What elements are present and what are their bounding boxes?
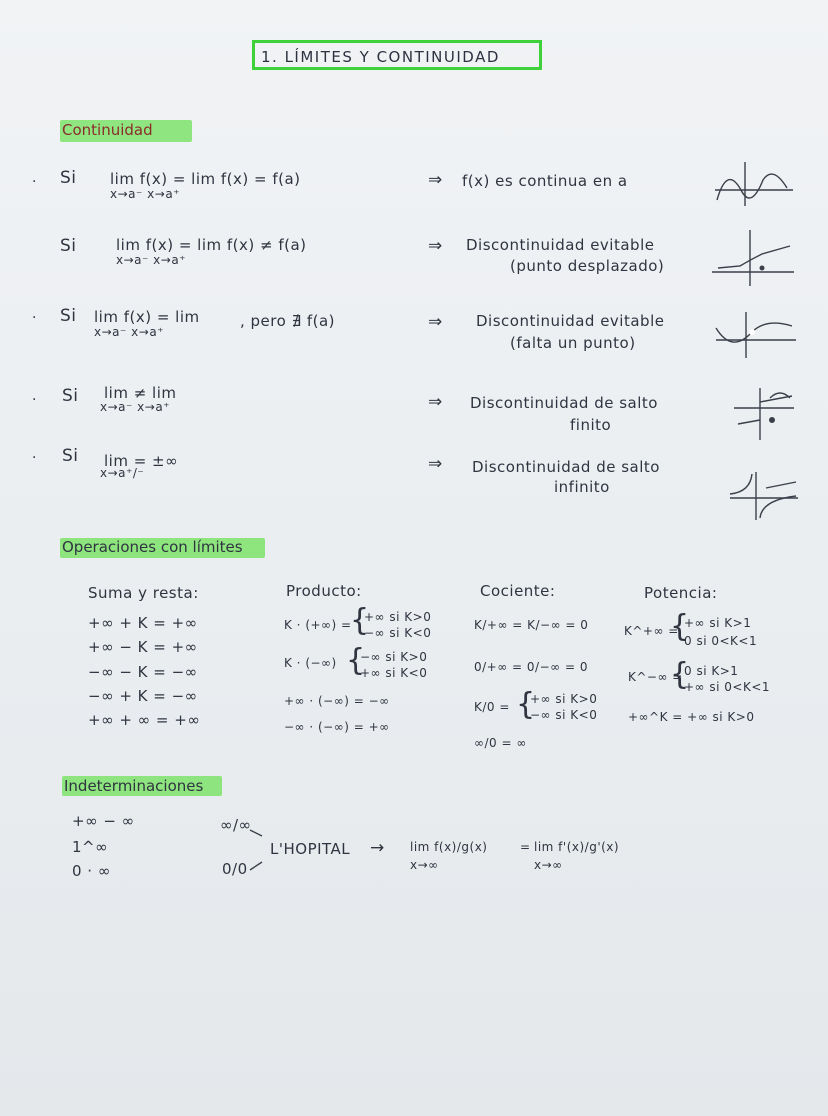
removable-point-graph-sketch — [710, 228, 795, 288]
cociente-case: +∞ si K>0 — [530, 692, 598, 706]
condition-expression: lim = ±∞ — [104, 452, 179, 470]
hopital-rule-rhs: lim f'(x)/g'(x) — [534, 840, 620, 854]
hopital-sub: x→∞ — [534, 858, 563, 872]
hopital-label: L'HOPITAL — [270, 840, 351, 858]
bullet: · — [32, 392, 37, 408]
condition-subscript: x→a⁻ x→a⁺ — [116, 253, 187, 267]
implies-arrow: ⇒ — [428, 236, 443, 256]
condition-subscript: x→a⁺/⁻ — [100, 466, 145, 480]
potencia-case: 0 si 0<K<1 — [684, 634, 758, 648]
cociente-row: ∞/0 = ∞ — [474, 736, 527, 750]
result-text: f(x) es continua en a — [462, 172, 628, 190]
cociente-expr: K/0 = — [474, 700, 510, 714]
condition-subscript: x→a⁻ x→a⁺ — [94, 325, 165, 339]
hopital-arrow: → — [370, 838, 385, 858]
potencia-expr: K^−∞ = — [628, 670, 683, 684]
indeterminacion: 1^∞ — [72, 838, 109, 856]
brace: { — [346, 643, 366, 678]
section-continuidad: Continuidad — [62, 121, 153, 139]
potencia-case: 0 si K>1 — [684, 664, 739, 678]
si-label: Si — [60, 236, 77, 256]
brace: { — [516, 687, 536, 722]
condition-expression: lim ≠ lim — [104, 384, 177, 402]
producto-expr: K · (+∞) = — [284, 618, 352, 632]
implies-arrow: ⇒ — [428, 454, 443, 474]
suma-row: +∞ − K = +∞ — [88, 638, 198, 656]
potencia-row: +∞^K = +∞ si K>0 — [628, 710, 755, 724]
cociente-row: 0/+∞ = 0/−∞ = 0 — [474, 660, 588, 674]
page-title: 1. LÍMITES Y CONTINUIDAD — [252, 40, 542, 70]
result-note: (punto desplazado) — [510, 257, 665, 275]
potencia-expr: K^+∞ = — [624, 624, 679, 638]
producto-case: +∞ si K>0 — [364, 610, 432, 624]
suma-row: +∞ + ∞ = +∞ — [88, 711, 201, 729]
producto-row: −∞ · (−∞) = +∞ — [284, 720, 390, 734]
cociente-case: −∞ si K<0 — [530, 708, 598, 722]
si-label: Si — [60, 168, 77, 188]
missing-point-graph-sketch — [712, 310, 797, 360]
condition-subscript: x→a⁻ x→a⁺ — [100, 400, 171, 414]
potencia-case: +∞ si K>1 — [684, 616, 752, 630]
cociente-header: Cociente: — [480, 582, 556, 600]
implies-arrow: ⇒ — [428, 170, 443, 190]
si-label: Si — [60, 306, 77, 326]
bullet: · — [32, 450, 37, 466]
producto-case: −∞ si K>0 — [360, 650, 428, 664]
brace: { — [670, 657, 690, 692]
suma-row: −∞ − K = −∞ — [88, 663, 198, 681]
potencia-header: Potencia: — [644, 584, 718, 602]
indeterminacion-fraction: 0/0 — [222, 860, 248, 878]
section-indeterminaciones: Indeterminaciones — [64, 777, 204, 795]
si-label: Si — [62, 386, 79, 406]
result-note: finito — [570, 416, 612, 434]
producto-row: +∞ · (−∞) = −∞ — [284, 694, 390, 708]
result-text: Discontinuidad evitable — [476, 312, 665, 330]
suma-row: +∞ + K = +∞ — [88, 614, 198, 632]
brace: { — [350, 603, 370, 638]
condition-expression: lim f(x) = lim f(x) = f(a) — [110, 170, 301, 188]
indeterminacion-fraction: ∞/∞ — [220, 816, 252, 834]
hopital-sub: x→∞ — [410, 858, 439, 872]
condition-extra: , pero ∄ f(a) — [240, 312, 335, 330]
result-note: infinito — [554, 478, 610, 496]
producto-expr: K · (−∞) — [284, 656, 337, 670]
brace: { — [670, 609, 690, 644]
hopital-rule-lhs: lim f(x)/g(x) — [410, 840, 488, 854]
producto-case: −∞ si K<0 — [364, 626, 432, 640]
equals-sign: = — [520, 840, 531, 854]
result-text: Discontinuidad de salto — [472, 458, 660, 476]
bullet: · — [32, 174, 37, 190]
bullet: · — [32, 310, 37, 326]
implies-arrow: ⇒ — [428, 312, 443, 332]
result-text: Discontinuidad evitable — [466, 236, 655, 254]
producto-header: Producto: — [286, 582, 362, 600]
result-text: Discontinuidad de salto — [470, 394, 658, 412]
jump-infinite-graph-sketch — [726, 470, 806, 520]
condition-subscript: x→a⁻ x→a⁺ — [110, 187, 181, 201]
indeterminacion: +∞ − ∞ — [72, 812, 135, 830]
potencia-case: +∞ si 0<K<1 — [684, 680, 771, 694]
cociente-row: K/+∞ = K/−∞ = 0 — [474, 618, 589, 632]
suma-header: Suma y resta: — [88, 584, 199, 602]
result-note: (falta un punto) — [510, 334, 636, 352]
jump-finite-graph-sketch — [730, 386, 805, 441]
condition-expression: lim f(x) = lim — [94, 308, 200, 326]
indeterminacion: 0 · ∞ — [72, 862, 111, 880]
continuous-graph-sketch — [715, 160, 795, 210]
implies-arrow: ⇒ — [428, 392, 443, 412]
suma-row: −∞ + K = −∞ — [88, 687, 198, 705]
condition-expression: lim f(x) = lim f(x) ≠ f(a) — [116, 236, 307, 254]
section-operaciones: Operaciones con límites — [62, 538, 243, 556]
producto-case: +∞ si K<0 — [360, 666, 428, 680]
si-label: Si — [62, 446, 79, 466]
